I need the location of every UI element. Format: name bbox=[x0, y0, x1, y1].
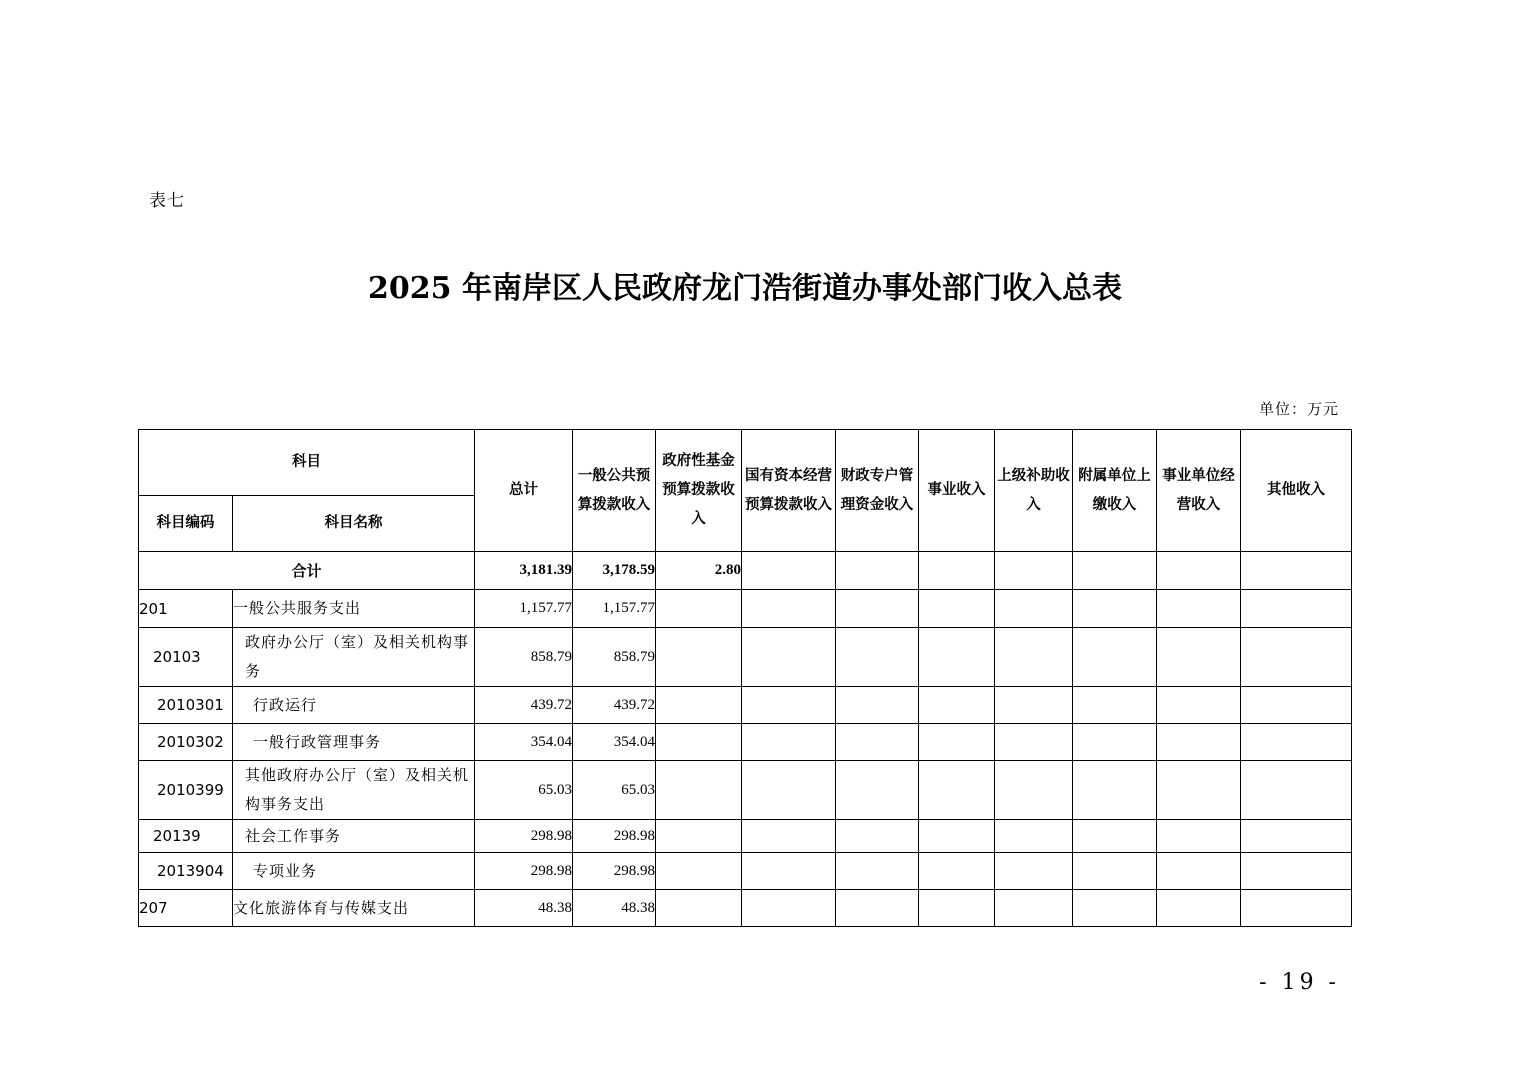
subject-code-cell: 207 bbox=[139, 890, 233, 927]
general-budget-cell: 1,157.77 bbox=[573, 590, 656, 628]
header-other-income: 其他收入 bbox=[1241, 430, 1352, 552]
general-budget-cell: 439.72 bbox=[573, 687, 656, 724]
income-table bbox=[138, 429, 1352, 927]
total-cell: 354.04 bbox=[475, 724, 573, 761]
total-cell: 439.72 bbox=[475, 687, 573, 724]
table-row bbox=[139, 628, 1352, 687]
header-superior-subsidy: 上级补助收入 bbox=[995, 430, 1073, 552]
subject-name-cell: 政府办公厅（室）及相关机构事务 bbox=[233, 628, 475, 687]
subject-name-cell: 一般行政管理事务 bbox=[233, 724, 475, 761]
header-total: 总计 bbox=[475, 430, 573, 552]
header-general-budget: 一般公共预算拨款收入 bbox=[573, 430, 656, 552]
table-row bbox=[139, 724, 1352, 761]
total-cell: 1,157.77 bbox=[475, 590, 573, 628]
general-budget-cell: 48.38 bbox=[573, 890, 656, 927]
gov-fund-cell: 2.80 bbox=[656, 552, 742, 590]
header-operating-income: 事业单位经营收入 bbox=[1157, 430, 1241, 552]
subject-code-cell: 201 bbox=[139, 590, 233, 628]
total-row bbox=[139, 552, 1352, 590]
subject-name-cell: 社会工作事务 bbox=[233, 820, 475, 853]
subject-name-cell: 一般公共服务支出 bbox=[233, 590, 475, 628]
unit-label: 单位：万元 bbox=[1258, 400, 1339, 418]
general-budget-cell: 298.98 bbox=[573, 853, 656, 890]
header-gov-fund: 政府性基金预算拨款收入 bbox=[656, 430, 742, 552]
total-cell: 3,181.39 bbox=[475, 552, 573, 590]
header-subject: 科目 bbox=[139, 430, 475, 496]
general-budget-cell: 3,178.59 bbox=[573, 552, 656, 590]
subject-name-cell: 其他政府办公厅（室）及相关机构事务支出 bbox=[233, 761, 475, 820]
header-state-capital: 国有资本经营预算拨款收入 bbox=[742, 430, 836, 552]
subject-name-cell: 专项业务 bbox=[233, 853, 475, 890]
general-budget-cell: 65.03 bbox=[573, 761, 656, 820]
header-subject-code: 科目编码 bbox=[139, 496, 233, 552]
total-cell: 48.38 bbox=[475, 890, 573, 927]
total-cell: 858.79 bbox=[475, 628, 573, 687]
total-cell: 298.98 bbox=[475, 853, 573, 890]
subject-code-cell: 2010302 bbox=[139, 724, 233, 761]
subject-code-cell: 2013904 bbox=[139, 853, 233, 890]
subject-name-cell: 行政运行 bbox=[233, 687, 475, 724]
table-row bbox=[139, 687, 1352, 724]
subject-code-cell: 2010399 bbox=[139, 761, 233, 820]
total-label: 合计 bbox=[139, 552, 475, 590]
subject-code-cell: 2010301 bbox=[139, 687, 233, 724]
general-budget-cell: 354.04 bbox=[573, 724, 656, 761]
page-title: 2025 年南岸区人民政府龙门浩街道办事处部门收入总表 bbox=[368, 271, 1122, 306]
header-affiliated-paid: 附属单位上缴收入 bbox=[1073, 430, 1157, 552]
table-row bbox=[139, 890, 1352, 927]
table-row bbox=[139, 761, 1352, 820]
header-fiscal-special: 财政专户管理资金收入 bbox=[836, 430, 919, 552]
general-budget-cell: 858.79 bbox=[573, 628, 656, 687]
table-row bbox=[139, 853, 1352, 890]
subject-code-cell: 20139 bbox=[139, 820, 233, 853]
total-cell: 65.03 bbox=[475, 761, 573, 820]
table-label: 表七 bbox=[149, 191, 185, 211]
subject-code-cell: 20103 bbox=[139, 628, 233, 687]
subject-name-cell: 文化旅游体育与传媒支出 bbox=[233, 890, 475, 927]
header-business-income: 事业收入 bbox=[919, 430, 995, 552]
header-subject-name: 科目名称 bbox=[233, 496, 475, 552]
total-cell: 298.98 bbox=[475, 820, 573, 853]
page-number: - 19 - bbox=[1259, 970, 1340, 995]
table-row bbox=[139, 590, 1352, 628]
table-row bbox=[139, 820, 1352, 853]
general-budget-cell: 298.98 bbox=[573, 820, 656, 853]
